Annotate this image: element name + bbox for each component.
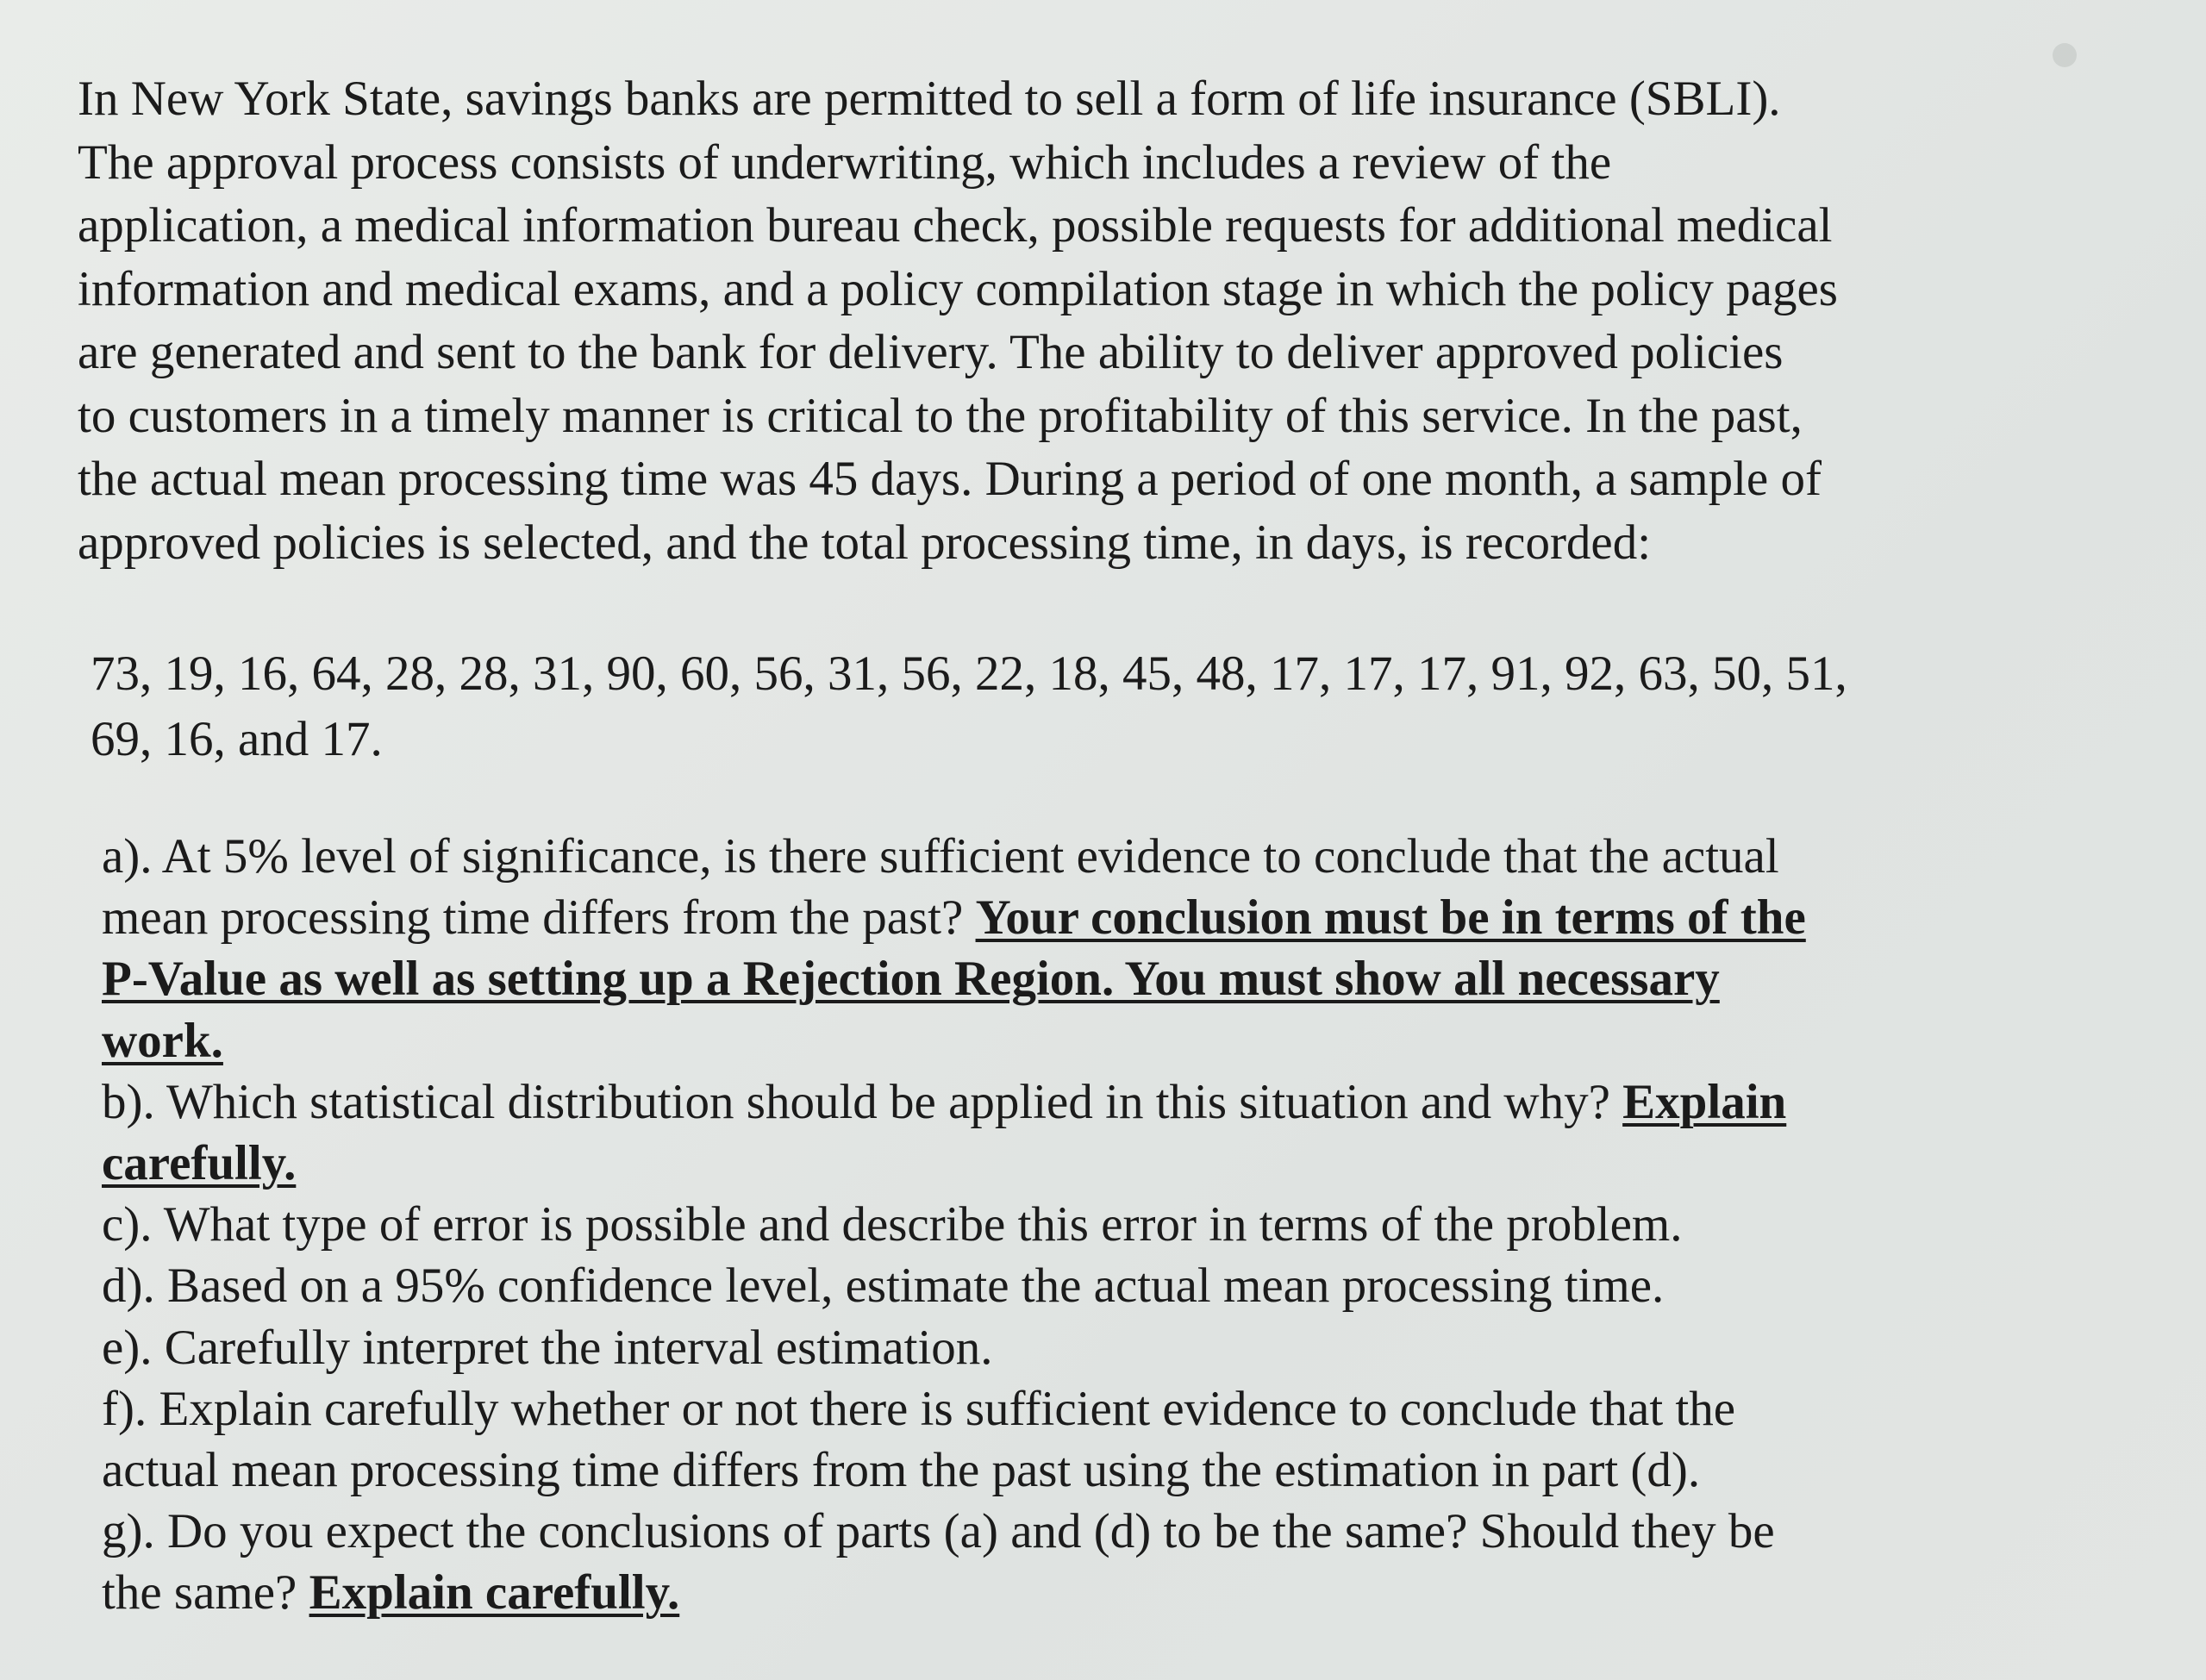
question-a-line-4	[102, 1010, 1806, 1071]
question-g-emphasis: Explain carefully.	[309, 1565, 680, 1621]
question-b-text: b). Which statistical distribution should be applied in this situation and why?	[102, 1074, 1623, 1129]
intro-line-2: The approval process consists of underwriting, which includes a review of the	[78, 134, 1612, 190]
question-d: d). Based on a 95% confidence level, estimate the actual mean processing time.	[102, 1258, 1665, 1314]
question-g-line-1: g). Do you expect the conclusions of parts (a) and (d) to be the same? Should they be	[102, 1504, 1775, 1559]
question-a-text: mean processing time differs from the past?	[102, 890, 976, 946]
question-a-line-2	[102, 887, 1806, 948]
processing-times-data	[91, 641, 1847, 772]
question-a-emphasis-3: work.	[102, 1013, 223, 1068]
question-a-line-3	[102, 948, 1806, 1009]
data-line-2: 69, 16, and 17.	[91, 712, 383, 766]
question-f-line-1: f). Explain carefully whether or not there is sufficient evidence to conclude that the	[102, 1381, 1736, 1436]
question-b-line-2	[102, 1133, 1806, 1194]
intro-line-3: application, a medical information bureau check, possible requests for additional medical	[78, 198, 1833, 253]
problem-intro	[78, 67, 2147, 574]
question-g-text: the same?	[102, 1565, 309, 1621]
corner-smudge	[2053, 43, 2077, 67]
intro-line-4: information and medical exams, and a policy compilation stage in which the policy pages	[78, 261, 1838, 316]
intro-line-1: In New York State, savings banks are permitted to sell a form of life insurance (SBLI).	[78, 72, 1781, 126]
question-b-emphasis-2: carefully.	[102, 1136, 297, 1191]
question-c: c). What type of error is possible and describe this error in terms of the problem.	[102, 1197, 1683, 1252]
question-b-line-1	[102, 1071, 1806, 1133]
intro-line-5: are generated and sent to the bank for delivery. The ability to deliver approved policies	[78, 325, 1784, 379]
question-b-emphasis: Explain	[1622, 1074, 1787, 1129]
question-f-line-2: actual mean processing time differs from the past using the estimation in part (d).	[102, 1443, 1701, 1498]
question-a-line-1: a). At 5% level of significance, is there sufficient evidence to conclude that the actual	[102, 829, 1779, 884]
intro-line-6: to customers in a timely manner is critical to the profitability of this service. In the past,	[78, 388, 1803, 443]
intro-line-8: approved policies is selected, and the total processing time, in days, is recorded:	[78, 515, 1652, 570]
question-a-emphasis-2: P-Value as well as setting up a Rejection Region. You must show all necessary	[102, 952, 1720, 1007]
question-g-line-2	[102, 1562, 1806, 1623]
data-line-1: 73, 19, 16, 64, 28, 28, 31, 90, 60, 56, 31, 56, 22, 18, 45, 48, 17, 17, 17, 91, 92, 63, 50, 51,	[91, 646, 1847, 701]
question-a-emphasis: Your conclusion must be in terms of the	[975, 890, 1806, 946]
intro-line-7: the actual mean processing time was 45 days. During a period of one month, a sample of	[78, 452, 1822, 506]
question-e: e). Carefully interpret the interval estimation.	[102, 1320, 993, 1375]
question-list	[102, 826, 1806, 1624]
